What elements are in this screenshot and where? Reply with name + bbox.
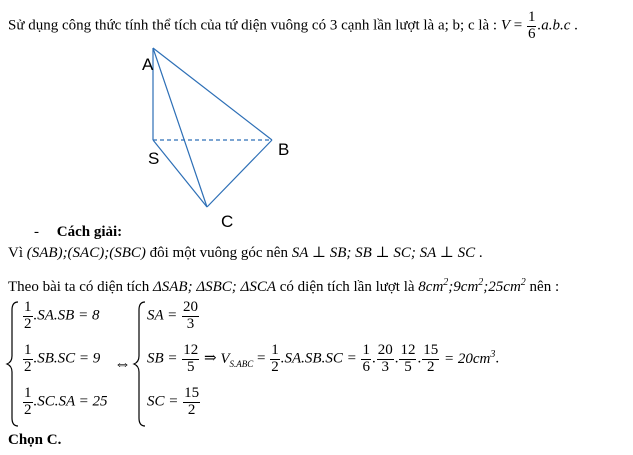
formula-product: .a.b.c: [537, 17, 571, 34]
system2-row-3: SC = $\frac{15}{2}$: [147, 385, 200, 418]
fraction-denominator: 6: [527, 25, 536, 42]
equation-expr: .SA.SB = 8: [33, 307, 100, 324]
left-brace-1: [7, 302, 18, 426]
period: .: [574, 17, 578, 34]
fraction-half: $\frac{1}{2}$: [24, 342, 32, 375]
equation-expr: .SC.SA = 25: [33, 393, 108, 410]
areas-prefix: Theo bài ta có diện tích: [8, 279, 150, 295]
planes: (SAB);(SAC);(SBC): [26, 245, 146, 261]
fraction-half: $\frac{1}{2}$: [24, 299, 32, 332]
vertex-label-B: B: [278, 140, 290, 159]
fraction: $\frac{1}{2}$: [271, 342, 279, 375]
bullet-dash: -: [34, 224, 39, 240]
system2-row-2: SB = $\frac{12}{5}$ ⇒ $V_{S.ABC}$ = $\frac{1}{2}$ .SA.SB.SC = $\frac{1}{6}$ . $\frac{20}{3}$ . $\frac{12}{5}$ . $\frac{15}{2}$ = $20cm^3$.: [147, 342, 500, 375]
fraction: $\frac{20}{3}$: [377, 342, 393, 375]
system1-row-3: [22, 386, 108, 419]
perpendicular-relations: SA ⊥ SB; SB ⊥ SC; SA ⊥ SC: [291, 245, 476, 261]
fraction-half: $\frac{1}{2}$: [24, 385, 32, 418]
system1-row-2: [22, 343, 100, 376]
method-heading: Cách giải:: [56, 224, 123, 240]
system2-row-1: SA = $\frac{20}{3}$: [147, 299, 199, 332]
areas-middle: có diện tích lần lượt là: [279, 279, 415, 295]
volume-product: .SA.SB.SC =: [280, 350, 357, 367]
system1-row-1: [22, 300, 99, 333]
equation-expr: .SB.SC = 9: [33, 350, 101, 367]
implies-symbol: ⇒: [204, 350, 217, 367]
fraction-value: $\frac{12}{5}$: [183, 342, 199, 375]
left-brace-2: [134, 302, 145, 426]
answer: Chọn C.: [8, 432, 62, 448]
volume-term: $V_{S.ABC}$: [220, 350, 254, 369]
fraction-numerator: 1: [527, 9, 536, 25]
period: .: [478, 245, 483, 261]
vertex-label-C: C: [221, 212, 234, 231]
vertex-label-A: A: [142, 55, 154, 74]
fraction-value: $\frac{20}{3}$: [183, 299, 199, 332]
vertex-label-S: S: [148, 149, 160, 168]
fraction: $\frac{1}{6}$: [362, 342, 370, 375]
fraction: $\frac{15}{2}$: [423, 342, 439, 375]
area-values: $8cm^2;9cm^2;25cm^2$: [418, 277, 526, 295]
formula-intro-text: Sử dụng công thức tính thể tích của tứ diện vuông có 3 cạnh lần lượt là a; b; c là :: [8, 17, 498, 34]
fraction: $\frac{12}{5}$: [400, 342, 416, 375]
equals-sign: =: [513, 17, 523, 34]
reason-middle: đôi một vuông góc nên: [149, 245, 288, 261]
volume-symbol: V: [500, 17, 511, 34]
triangles: ΔSAB; ΔSBC; ΔSCA: [152, 279, 277, 295]
areas-suffix: nên :: [529, 279, 560, 295]
equivalence-symbol: ⇔: [114, 354, 131, 373]
volume-result: = $20cm^3$: [443, 348, 496, 367]
fraction-value: $\frac{15}{2}$: [184, 385, 200, 418]
reason-prefix: Vì: [8, 245, 23, 261]
